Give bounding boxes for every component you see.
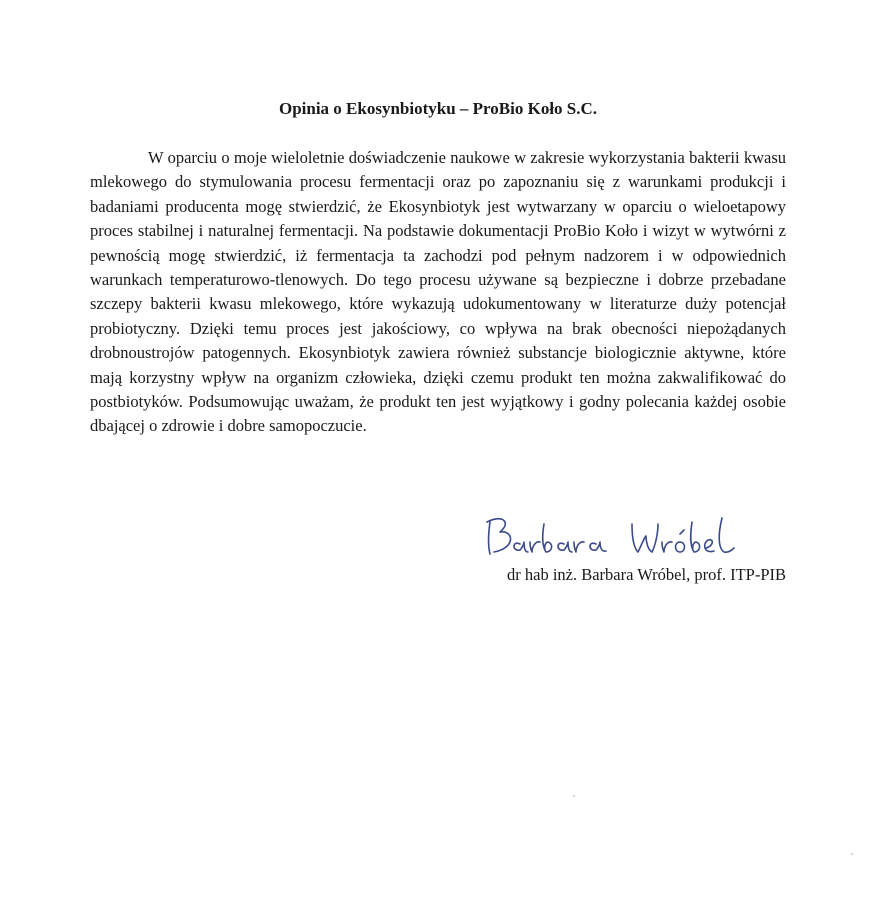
handwritten-signature [482,508,752,568]
scan-speck [573,795,575,797]
opinion-paragraph: W oparciu o moje wieloletnie doświadczenie naukowe w zakresie wykorzystania bakterii kwasu mlekowego do stymulowania procesu fermentacji oraz po zapoznaniu się z warunkami produkcji i badaniami producenta mogę stwierdzić, że Ekosynbiotyk jest wytwarzany w oparciu o wieloetapowy proces stabilnej i naturalnej fermentacji. Na podstawie dokumentacji ProBio Koło i wizyt w wytwórni z pewnością mogę stwierdzić, iż fermentacja ta zachodzi pod pełnym nadzorem i w odpowiednich warunkach temperaturowo-tlenowych. Do tego procesu używane są bezpieczne i dobrze przebadane szczepy bakterii kwasu mlekowego, które wykazują udokumentowany w literaturze duży potencjał probiotyczny. Dzięki temu proces jest jakościowy, co wpływa na brak obecności niepożądanych drobnoustrojów patogennych. Ekosynbiotyk zawiera również substancje biologicznie aktywne, które mają korzystny wpływ na organizm człowieka, dzięki czemu produkt ten można zakwalifikować do postbiotyków. Podsumowując uważam, że produkt ten jest wyjątkowy i godny polecania każdej osobie dbającej o zdrowie i dobre samopoczucie. [90,148,786,436]
document-title: Opinia o Ekosynbiotyku – ProBio Koło S.C. [278,99,598,118]
scan-speck [851,853,853,855]
signer-name: dr hab inż. Barbara Wróbel, prof. ITP-PIB [507,565,786,584]
